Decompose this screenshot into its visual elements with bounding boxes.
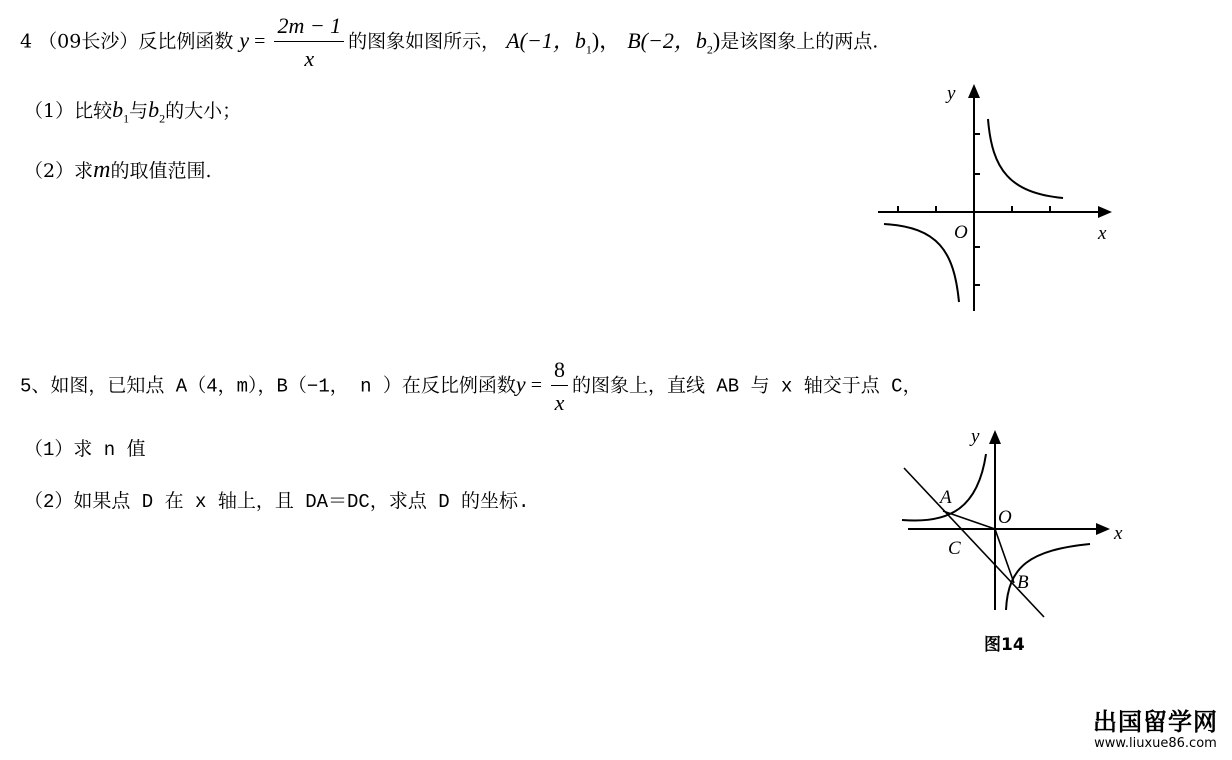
q4-part1-b2: $b_2$ xyxy=(148,97,166,126)
q4-curve-q3 xyxy=(884,224,959,302)
q4-graph xyxy=(870,75,1120,320)
q4-point-a: A(−1，$b_1$)， xyxy=(506,27,622,56)
q5-point-b-label: B xyxy=(1017,572,1029,593)
q4-origin-label: O xyxy=(954,222,968,243)
q4-part2: （2）求m的取值范围. xyxy=(24,157,212,183)
q5-figure-caption: 图14 xyxy=(984,635,1025,655)
q4-frac-num: 2m − 1 xyxy=(274,14,344,42)
q4-after-func: 的图象如图所示， xyxy=(348,30,501,53)
watermark xyxy=(1093,708,1218,752)
q5-func-y: y xyxy=(515,371,526,397)
q4-source: （09长沙） xyxy=(38,30,139,53)
q4-x-arrow xyxy=(1098,206,1112,218)
q4-func-eq: = xyxy=(249,30,271,53)
q4-x-label: x xyxy=(1098,223,1107,244)
q4-curve-q1 xyxy=(988,119,1063,198)
q5-part1: （1）求 n 值 xyxy=(24,439,146,461)
q5-frac-num: 8 xyxy=(551,358,568,386)
q5-segment-ao xyxy=(943,511,995,529)
q5-graph xyxy=(890,420,1140,665)
q5-stem-after: 的图象上，直线 AB 与 x 轴交于点 C， xyxy=(571,375,922,398)
q4-tail: 是该图象上的两点. xyxy=(720,30,879,53)
q5-x-arrow xyxy=(1096,523,1110,535)
watermark-title: 出国留学网 xyxy=(1093,708,1218,736)
q4-part2-m: m xyxy=(93,157,111,183)
q4-stem xyxy=(20,14,878,74)
q5-fraction xyxy=(551,358,568,415)
q4-number: 4 xyxy=(20,30,33,53)
q5-point-a-label: A xyxy=(940,487,952,508)
q4-intro: 反比例函数 xyxy=(138,30,234,53)
q4-fraction xyxy=(274,14,344,71)
q4-y-label: y xyxy=(947,83,956,104)
q5-func-eq: = xyxy=(525,374,547,397)
q4-point-b: B(−2，$b_2$) xyxy=(627,27,721,56)
q4-part1: （1）比较$b_1$与$b_2$的大小； xyxy=(24,97,242,126)
q5-frac-den: x xyxy=(554,390,565,415)
q5-x-label: x xyxy=(1114,523,1123,544)
q5-y-arrow xyxy=(989,430,1001,444)
q5-stem-before: 5、如图，已知点 A（4，m），B（−1， n ）在反比例函数 xyxy=(20,375,516,398)
q5-stem xyxy=(20,358,922,415)
q5-origin-label: O xyxy=(998,507,1012,528)
q5-point-c-label: C xyxy=(948,538,961,559)
watermark-url: www.liuxue86.com xyxy=(1094,736,1217,751)
q4-func-y: y xyxy=(239,27,250,53)
q4-y-arrow xyxy=(968,84,980,98)
q5-y-label: y xyxy=(971,426,980,447)
q4-part1-b1: $b_1$ xyxy=(112,97,130,126)
q5-part2: （2）如果点 D 在 x 轴上，且 DA＝DC，求点 D 的坐标. xyxy=(24,491,530,513)
q4-frac-den: x xyxy=(304,46,315,71)
